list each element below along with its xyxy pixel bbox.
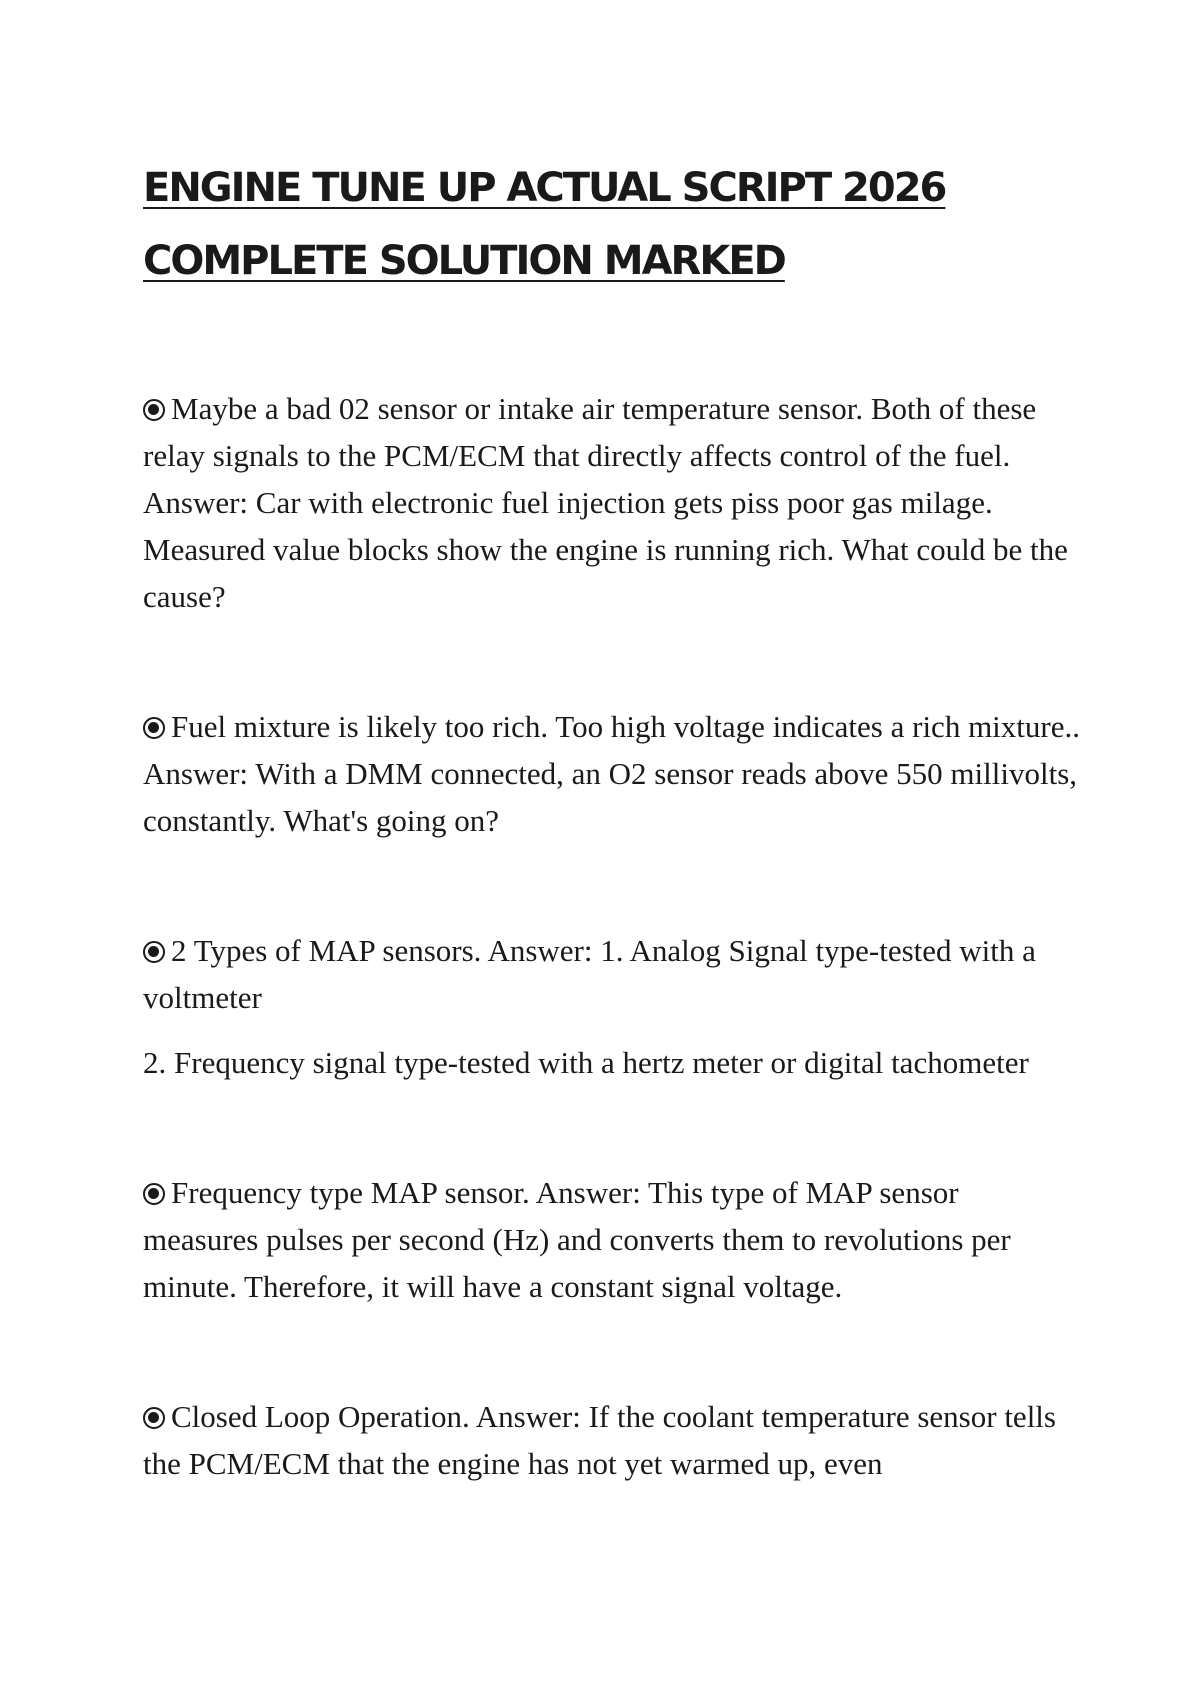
title-line-1: ENGINE TUNE UP ACTUAL SCRIPT 2026 xyxy=(143,165,946,211)
qa-text: 2 Types of MAP sensors. Answer: 1. Analog Signal type-tested with a voltmeter xyxy=(143,933,1036,1015)
radio-bullet-icon xyxy=(143,1183,165,1205)
radio-bullet-icon xyxy=(143,1407,165,1429)
radio-bullet-icon xyxy=(143,399,165,421)
qa-item-3 xyxy=(143,927,1080,1086)
qa-text: Closed Loop Operation. Answer: If the coolant temperature sensor tells the PCM/ECM that the engine has not yet warmed up, even xyxy=(143,1399,1056,1481)
qa-text: Frequency type MAP sensor. Answer: This type of MAP sensor measures pulses per second (Hz) and converts them to revolutions per minute. Therefore, it will have a constant signal voltage. xyxy=(143,1175,1011,1304)
radio-bullet-icon xyxy=(143,717,165,739)
qa-item-5 xyxy=(143,1393,1080,1487)
qa-item-2 xyxy=(143,703,1080,844)
qa-item-4 xyxy=(143,1169,1080,1310)
qa-continuation: 2. Frequency signal type-tested with a hertz meter or digital tachometer xyxy=(143,1045,1029,1080)
title-line-2: COMPLETE SOLUTION MARKED xyxy=(143,238,785,284)
qa-text: Maybe a bad 02 sensor or intake air temperature sensor. Both of these relay signals to the PCM/ECM that directly affects control of the fuel. Answer: Car with electronic fuel injection gets piss poor gas milage. Measured value blocks show the engine is running rich. What could be the cause? xyxy=(143,391,1068,614)
qa-text: Fuel mixture is likely too rich. Too high voltage indicates a rich mixture.. Answer: With a DMM connected, an O2 sensor reads above 550 millivolts, constantly. What's going on? xyxy=(143,709,1080,838)
qa-list xyxy=(143,385,1080,1487)
radio-bullet-icon xyxy=(143,941,165,963)
page-title xyxy=(143,152,1080,298)
qa-item-1 xyxy=(143,385,1080,620)
